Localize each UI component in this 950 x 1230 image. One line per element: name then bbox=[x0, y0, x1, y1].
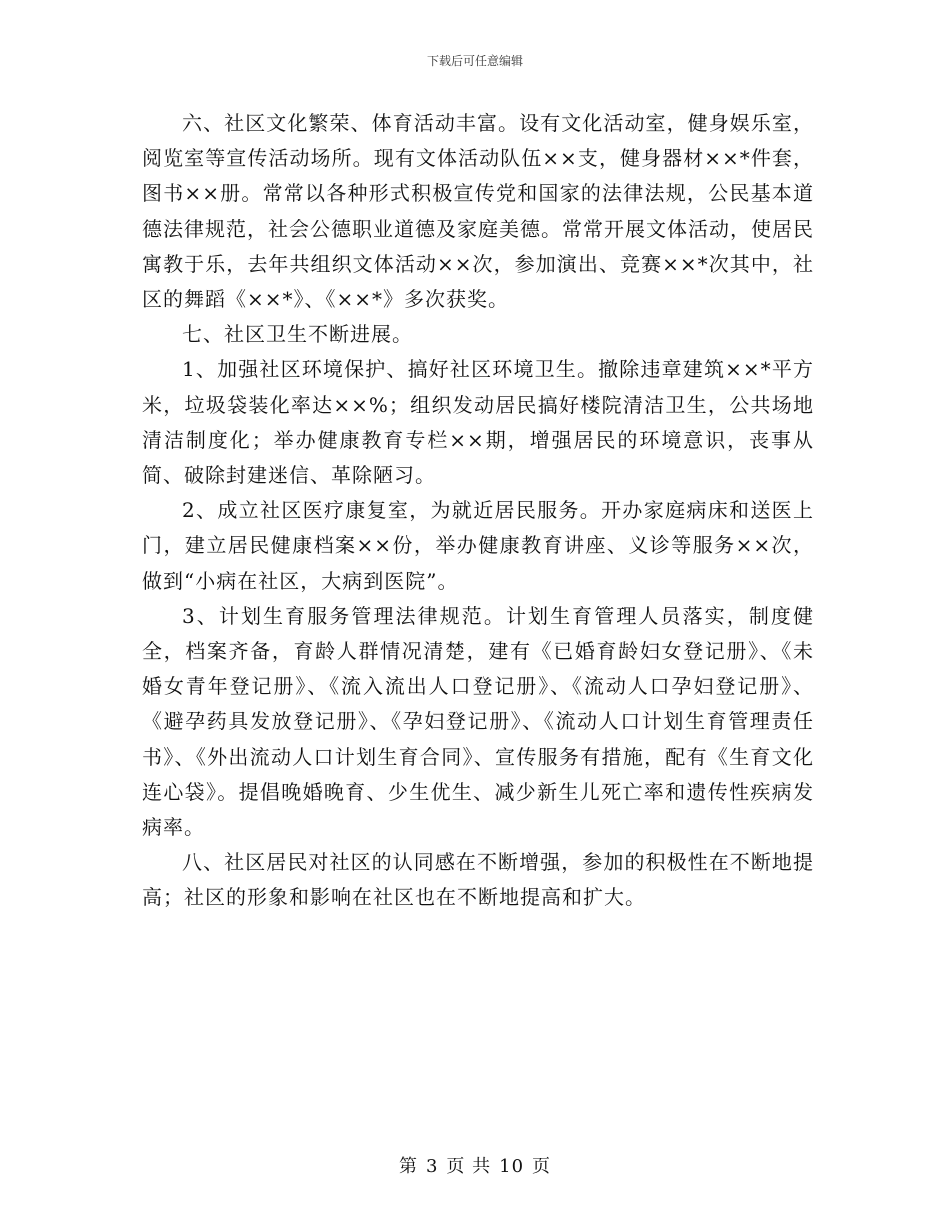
page-label-prefix: 第 bbox=[398, 1156, 418, 1177]
current-page-number: 3 bbox=[425, 1156, 439, 1177]
page-label-suffix: 页 bbox=[532, 1156, 552, 1177]
paragraph-medical: 2、成立社区医疗康复室，为就近居民服务。开办家庭病床和送医上门，建立居民健康档案××份，举办健康教育讲座、义诊等服务××次，做到“小病在社区，大病到医院”。 bbox=[142, 498, 814, 593]
paragraph-community-identity: 八、社区居民对社区的认同感在不断增强，参加的积极性在不断地提高；社区的形象和影响在社区也在不断地提高和扩大。 bbox=[142, 850, 814, 910]
paragraph-family-planning: 3、计划生育服务管理法律规范。计划生育管理人员落实，制度健全，档案齐备，育龄人群情况清楚，建有《已婚育龄妇女登记册》、《未婚女青年登记册》、《流入流出人口登记册》、《流动人口孕妇登记册》、《避孕药具发放登记册》、《孕妇登记册》、《流动人口计划生育管理责任书》、《外出流动人口计划生育合同》、宣传服务有措施，配有《生育文化连心袋》。提倡晚婚晚育、少生优生、减少新生儿死亡率和遗传性疾病发病率。 bbox=[142, 603, 814, 840]
page-number-footer bbox=[0, 1152, 950, 1178]
paragraph-culture-sports: 六、社区文化繁荣、体育活动丰富。设有文化活动室，健身娱乐室，阅览室等宣传活动场所。现有文体活动队伍××支，健身器材××*件套，图书××册。常常以各种形式积极宣传党和国家的法律法规，公民基本道德法律规范，社会公德职业道德及家庭美德。常常开展文体活动，使居民寓教于乐，去年共组织文体活动××次，参加演出、竞赛××*次其中，社区的舞蹈《××*》、《××*》多次获奖。 bbox=[142, 111, 814, 312]
page-label-middle: 页 共 bbox=[446, 1156, 492, 1177]
total-pages-number: 10 bbox=[499, 1156, 525, 1177]
document-body bbox=[142, 106, 814, 916]
paragraph-environment: 1、加强社区环境保护、搞好社区环境卫生。撤除违章建筑××*平方米，垃圾袋装化率达××%；组织发动居民搞好楼院清洁卫生，公共场地清洁制度化；举办健康教育专栏××期，增强居民的环境意识，丧事从简、破除封建迷信、革除陋习。 bbox=[142, 357, 814, 488]
paragraph-health-heading: 七、社区卫生不断进展。 bbox=[182, 322, 413, 347]
page-header: 下载后可任意编辑 bbox=[426, 54, 523, 68]
